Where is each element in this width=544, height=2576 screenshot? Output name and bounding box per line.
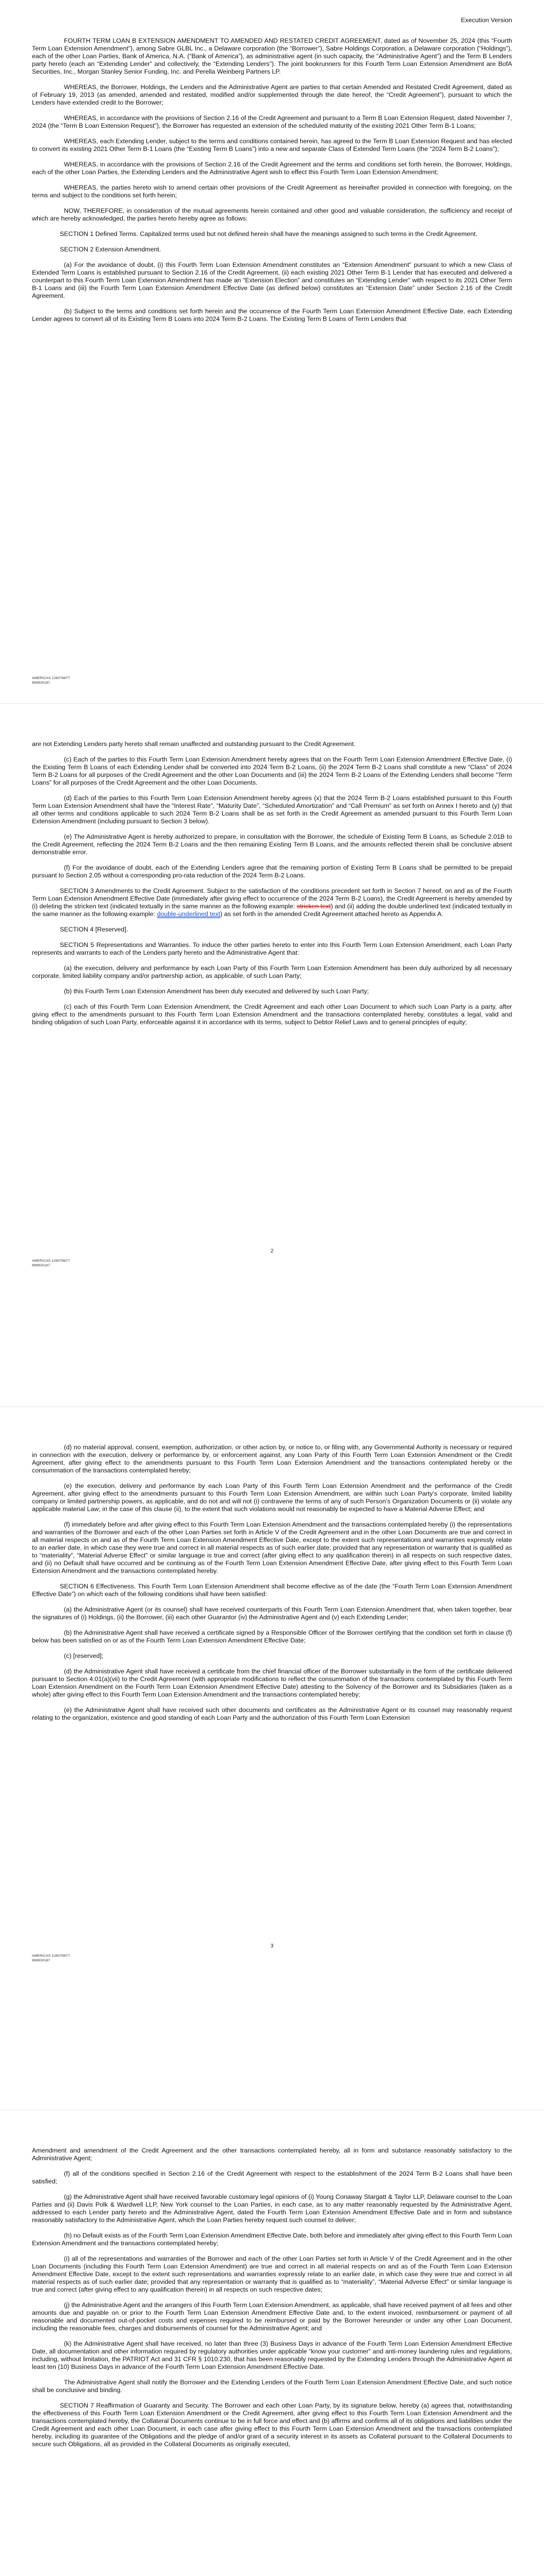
agent-notice-paragraph: The Administrative Agent shall notify the Borrower and the Extending Lenders of the Fourth Term Loan Extension Amendment Effective Date, and such notice shall be conclusive and binding. <box>32 2379 512 2394</box>
section-6-e-continued: Amendment and amendment of the Credit Agreement and the other transactions contemplated hereby, all in form and substance reasonably satisfactory to the Administrative Agent; <box>32 2147 512 2162</box>
section-3-text-2: ) and (ii) adding the double underlined text (indicated textually in the same manner as the following example: <box>32 903 512 918</box>
page-1 <box>0 0 544 703</box>
page-2 <box>0 703 544 1406</box>
page-number: 3 <box>270 1943 274 1949</box>
execution-version-label: Execution Version <box>460 16 512 24</box>
section-3-text-3: ) as set forth in the amended Credit Agreement attached hereto as Appendix A. <box>220 910 443 918</box>
stricken-text-example: stricken text <box>296 903 331 910</box>
page-4 <box>0 2110 544 2576</box>
section-7-reaffirmation: SECTION 7 Reaffirmation of Guaranty and Security. The Borrower and each other Loan Party, by its signature below, hereby (a) agrees that, notwithstanding the effectiveness of this Fourth Term Loan Extension Amendment or the Credit Agreement, after giving effect to this Fourth Term Loan Extension Amendment and the transactions contemplated hereby, the Collateral Documents continue to be in full force and effect and (b) affirms and confirms all of its obligations and liabilities under the Credit Agreement and each other Loan Document, in each case after giving effect to this Fourth Term Loan Extension Amendment and the transactions contemplated hereby, including its guarantee of the Obligations and the pledge of and/or grant of a security interest in its assets as Collateral pursuant to the Collateral Documents to secure such Obligations, all as provided in the Collateral Documents as originally executed, <box>32 2402 512 2448</box>
section-5-b: (b) this Fourth Term Loan Extension Amendment has been duly executed and delivered by such Loan Party; <box>64 988 369 995</box>
page-1-body <box>32 37 512 331</box>
section-2-c: (c) Each of the parties to this Fourth Term Loan Extension Amendment hereby agrees that on the Fourth Term Loan Extension Amendment Effective Date, (i) the Existing Term B Loans of each Extending Lender shall be converted into 2024 Term B-2 Loans, (ii) the 2024 Term B-2 Loans shall constitute a new “Class” of 2024 Term B-2 Loans for all purposes of the Credit Agreement and the other Loan Documents and (iii) the 2024 Term B-2 Loans of the Extending Lenders shall become “Term Loans” for all purposes of the Credit Agreement and the other Loan Documents. <box>32 756 512 786</box>
section-2-b: (b) Subject to the terms and conditions set forth herein and the occurrence of the Fourth Term Loan Extension Amendment Effective Date, each Extending Lender agrees to convert all of its Existing Term B Loans into 2024 Term B-2 Loans. The Existing Term B Loans of Term Lenders that <box>32 308 512 323</box>
footer-matter-id: 999930187 <box>32 1959 51 1962</box>
page-3-body <box>32 1444 512 1730</box>
section-2-b-continued: are not Extending Lenders party hereto shall remain unaffected and outstanding pursuant to the Credit Agreement. <box>32 740 356 748</box>
section-2-heading: SECTION 2 Extension Amendment. <box>60 246 161 253</box>
section-6-effectiveness: SECTION 6 Effectiveness. This Fourth Term Loan Extension Amendment shall become effective as of the date (the “Fourth Term Loan Extension Amendment Effective Date”) on which each of the following conditions shall have been satisfied: <box>32 1583 512 1598</box>
whereas-5: WHEREAS, the parties hereto wish to amend certain other provisions of the Credit Agreement as hereinafter provided in connection with foregoing, on the terms and subject to the conditions set forth herein; <box>32 184 512 199</box>
footer-doc-id: AMERICAS 126078677 <box>32 1259 70 1263</box>
double-underlined-text-example: double-underlined text <box>157 910 221 918</box>
section-5-d: (d) no material approval, consent, exemption, authorization, or other action by, or notice to, or filing with, any Governmental Authority is necessary or required in connection with the execution, delivery or performance by, or enforcement against, any Loan Party of this Fourth Term Loan Extension Amendment or the Credit Agreement, after giving effect to the amendments pursuant to this Fourth Term Loan Extension Amendment and the transactions contemplated hereby or the consummation of the transactions contemplated hereby; <box>32 1444 512 1474</box>
agreement-title-paragraph: FOURTH TERM LOAN B EXTENSION AMENDMENT TO AMENDED AND RESTATED CREDIT AGREEMENT, dated as of November 25, 2024 (this “Fourth Term Loan Extension Amendment”), among Sabre GLBL Inc., a Delaware corporation (the “Borrower”), Sabre Holdings Corporation, a Delaware corporation (“Holdings”), each of the other Loan Parties, Bank of America, N.A. (“Bank of America”), as administrative agent (in such capacity, the “Administrative Agent”) and the Term B Lenders party hereto (each an “Extending Lender” and collectively, the “Extending Lenders”). The joint bookrunners for this Fourth Term Loan Extension Amendment are BofA Securities, Inc., Morgan Stanley Senior Funding, Inc. and Perella Weinberg Partners LP. <box>32 37 512 75</box>
section-6-d: (d) the Administrative Agent shall have received a certificate from the chief financial officer of the Borrower substantially in the form of the certificate delivered pursuant to Section 4.01(a)(vii) to the Credit Agreement (with appropriate modifications to reflect the consummation of the transactions contemplated by this Fourth Term Loan Extension Amendment on the Fourth Term Loan Extension Amendment Effective Date) attesting to the Solvency of the Borrower and its Subsidiaries (taken as a whole) after giving effect to this Fourth Term Loan Extension Amendment and the transactions contemplated hereby; <box>32 1668 512 1698</box>
section-6-j: (j) the Administrative Agent and the arrangers of this Fourth Term Loan Extension Amendment, as applicable, shall have received payment of all fees and other amounts due and payable on or prior to the Fourth Term Loan Extension Amendment Effective Date and, to the extent invoiced, reimbursement or payment of all reasonable and documented out-of-pocket costs and expenses required to be reimbursed or paid by the Borrower hereunder or under any other Loan Document, including the reasonable fees, charges and disbursements of counsel for the Administrative Agent; and <box>32 2301 512 2332</box>
whereas-4: WHEREAS, in accordance with the provisions of Section 2.16 of the Credit Agreement and the terms and conditions set forth herein, the Borrower, Holdings, each of the other Loan Parties, the Extending Lenders and the Administrative Agent wish to effect this Fourth Term Loan Extension Amendment; <box>32 161 512 176</box>
whereas-1: WHEREAS, the Borrower, Holdings, the Lenders and the Administrative Agent are parties to that certain Amended and Restated Credit Agreement, dated as of February 19, 2013 (as amended, amended and restated, modified and/or supplemented through the date hereof, the “Credit Agreement”), pursuant to which the Lenders have extended credit to the Borrower; <box>32 83 512 106</box>
section-6-i: (i) all of the representations and warranties of the Borrower and each of the other Loan Parties set forth in Article V of the Credit Agreement and in the other Loan Documents (including this Fourth Term Loan Extension Amendment) are true and correct in all material respects on and as of the Fourth Term Loan Extension Amendment Effective Date, except to the extent such representations and warranties expressly relate to an earlier date, in which case they were true and correct in all material respects as of such earlier date; provided that any representation or warranty that is qualified as to “materiality”, “Material Adverse Effect” or similar language is true and correct (after giving effect to any qualification therein) in all respects on such respective dates; <box>32 2255 512 2293</box>
page-1-footer <box>32 676 70 685</box>
section-5-c: (c) each of this Fourth Term Loan Extension Amendment, the Credit Agreement and each other Loan Document to which such Loan Party is a party, after giving effect to the amendments pursuant to this Fourth Term Loan Extension Amendment and the transactions contemplated hereby, constitutes a legal, valid and binding obligation of such Loan Party, enforceable against it in accordance with its terms, subject to Debtor Relief Laws and to general principles of equity; <box>32 1003 512 1026</box>
section-4-reserved: SECTION 4 [Reserved]. <box>60 926 128 933</box>
whereas-2: WHEREAS, in accordance with the provisions of Section 2.16 of the Credit Agreement and pursuant to a Term B Loan Extension Request, dated November 7, 2024 (the “Term B Loan Extension Request”), the Borrower has requested an extension of the scheduled maturity of the existing 2021 Other Term B-1 Loans; <box>32 114 512 129</box>
section-5-f: (f) immediately before and after giving effect to this Fourth Term Loan Extension Amendment and the transactions contemplated hereby (i) the representations and warranties of the Borrower and each of the other Loan Parties set forth in Article V of the Credit Agreement and in the other Loan Documents are true and correct in all material respects on and as of the Fourth Term Loan Extension Amendment Effective Date, except to the extent such representations and warranties expressly relate to an earlier date, in which case they were true and correct in all material respects as of such earlier date; provided that any representation or warranty that is qualified as to “materiality”, “Material Adverse Effect” or similar language is true and correct (after giving effect to any qualification therein) in all respects on such respective dates, and (ii) no Default shall have occurred and be continuing as of the Fourth Term Loan Extension Amendment Effective Date, after giving effect to this Fourth Term Loan Extension Amendment and the transactions contemplated hereby. <box>32 1521 512 1574</box>
section-6-e: (e) the Administrative Agent shall have received such other documents and certificates as the Administrative Agent or its counsel may reasonably request relating to the organization, existence and good standing of each Loan Party and the authorization of this Fourth Term Loan Extension <box>32 1706 512 1721</box>
footer-matter-id: 999930187 <box>32 1264 51 1267</box>
section-6-c: (c) [reserved]; <box>64 1652 104 1659</box>
section-2-d: (d) Each of the parties to this Fourth Term Loan Extension Amendment hereby agrees (x) that the 2024 Term B-2 Loans established pursuant to this Fourth Term Loan Extension Amendment shall have the “Interest Rate”, “Maturity Date”, “Scheduled Amortization” and “Call Premium” as set forth on Annex I hereto and (y) that all other terms and conditions applicable to such 2024 Term B-2 Loans shall be as set forth in the Credit Agreement as amended pursuant to this Fourth Term Loan Extension Amendment (including pursuant to Section 3 below). <box>32 794 512 825</box>
section-5-e: (e) the execution, delivery and performance by each Loan Party of this Fourth Term Loan Extension Amendment and the performance of the Credit Agreement, after giving effect to the amendments pursuant to this Fourth Term Loan Extension Amendment, are within such Loan Party’s corporate, limited liability company or limited partnership powers, as applicable, and do not and will not (i) contravene the terms of any of such Person’s Organization Documents or (ii) violate any applicable material Law; in the case of this clause (ii), to the extent that such violations would not reasonably be expected to have a Material Adverse Effect; and <box>32 1482 512 1513</box>
section-6-b: (b) the Administrative Agent shall have received a certificate signed by a Responsible Officer of the Borrower certifying that the condition set forth in clause (f) below has been satisfied on or as of the Fourth Term Loan Extension Amendment Effective Date; <box>32 1629 512 1644</box>
footer-doc-id: AMERICAS 126078677 <box>32 676 70 680</box>
now-therefore: NOW, THEREFORE, in consideration of the mutual agreements herein contained and other good and valuable consideration, the sufficiency and receipt of which are hereby acknowledged, the parties hereto hereby agree as follows: <box>32 207 512 222</box>
page-4-body <box>32 2147 512 2456</box>
whereas-3: WHEREAS, each Extending Lender, subject to the terms and conditions contained herein, has agreed to the Term B Loan Extension Request and has elected to convert its existing 2021 Other Term B-1 Loans (the “Existing Term B Loans”) into a new and separate Class of Extended Term Loans (the “2024 Term B-2 Loans”); <box>32 138 512 152</box>
section-5-a: (a) the execution, delivery and performance by each Loan Party of this Fourth Term Loan Extension Amendment has been duly authorized by all necessary corporate, limited liability company and/or partnership action, as applicable, of such Loan Party; <box>32 964 512 979</box>
section-1-defined-terms: SECTION 1 Defined Terms. Capitalized terms used but not defined herein shall have the meanings assigned to such terms in the Credit Agreement. <box>60 230 477 238</box>
footer-matter-id: 999930187 <box>32 681 51 685</box>
section-3-text-1: SECTION 3 Amendments to the Credit Agreement. Subject to the satisfaction of the conditions precedent set forth in Section 7 hereof, on and as of the Fourth Term Loan Extension Amendment Effective Date (immediately after giving effect to occurrence of the 2024 Term B-2 Loans), the Credit Agreement is hereby amended by (i) deleting the stricken text (indicated textually in the same manner as the following example: <box>32 887 512 910</box>
section-6-f: (f) all of the conditions specified in Section 2.16 of the Credit Agreement with respect to the establishment of the 2024 Term B-2 Loans shall have been satisfied; <box>32 2170 512 2185</box>
page-3-footer <box>32 1954 70 1963</box>
section-2-f: (f) For the avoidance of doubt, each of the Extending Lenders agree that the remaining portion of Existing Term B Loans shall be permitted to be prepaid pursuant to Section 2.05 without a corresponding pro-rata reduction of the 2024 Term B-2 Loans. <box>32 864 512 879</box>
page-3 <box>0 1406 544 2110</box>
footer-doc-id: AMERICAS 126078677 <box>32 1954 70 1958</box>
section-2-a: (a) For the avoidance of doubt, (i) this Fourth Term Loan Extension Amendment constitutes an “Extension Amendment” pursuant to which a new Class of Extended Term Loans is established pursuant to Section 2.16 of the Credit Agreement, (ii) each existing 2021 Other Term B-1 Lender that has executed and delivered a counterpart to this Fourth Term Loan Extension Amendment has made an “Extension Election” and constitutes an “Extending Lender” with respect to its 2021 Other Term B-1 Loans and (iii) the Fourth Term Loan Extension Amendment Effective Date (as defined below) constitutes an “Extension Date” under Section 2.16 of the Credit Agreement. <box>32 261 512 299</box>
section-5-representations: SECTION 5 Representations and Warranties. To induce the other parties hereto to enter into this Fourth Term Loan Extension Amendment, each Loan Party represents and warrants to each of the Lenders party hereto and the Administrative Agent that: <box>32 941 512 956</box>
section-6-g: (g) the Administrative Agent shall have received favorable customary legal opinions of (i) Young Conaway Stargatt & Taylor LLP, Delaware counsel to the Loan Parties and (ii) Davis Polk & Wardwell LLP, New York counsel to the Loan Parties, in each case, as to any matter reasonably requested by the Administrative Agent, addressed to each Lender party hereto and the Administrative Agent, dated the Fourth Term Loan Extension Amendment Effective Date and in form and substance reasonably satisfactory to the Administrative Agent, which the Loan Parties hereby request such counsel to deliver; <box>32 2193 512 2224</box>
section-3-amendments <box>32 887 512 918</box>
section-6-k: (k) the Administrative Agent shall have received, no later than three (3) Business Days in advance of the Fourth Term Loan Extension Amendment Effective Date, all documentation and other information required by regulatory authorities under applicable “know your customer” and anti-money laundering rules and regulations, including, without limitation, the PATRIOT Act and 31 CFR § 1010.230, that has been reasonably requested by the Extending Lenders through the Administrative Agent at least ten (10) Business Days in advance of the Fourth Term Loan Extension Amendment Effective Date. <box>32 2340 512 2370</box>
section-2-e: (e) The Administrative Agent is hereby authorized to prepare, in consultation with the Borrower, the schedule of Existing Term B Loans, as Schedule 2.01B to the Credit Agreement, reflecting the 2024 Term B-2 Loans and the then remaining Existing Term B Loans, and the amounts reflected therein shall be conclusive absent demonstrable error. <box>32 833 512 856</box>
section-6-h: (h) no Default exists as of the Fourth Term Loan Extension Amendment Effective Date, both before and immediately after giving effect to this Fourth Term Loan Extension Amendment and the transactions contemplated hereby; <box>32 2232 512 2247</box>
section-6-a: (a) the Administrative Agent (or its counsel) shall have received counterparts of this Fourth Term Loan Extension Amendment that, when taken together, bear the signatures of (i) Holdings, (ii) the Borrower, (iii) each other Guarantor (iv) the Administrative Agent and (v) each Extending Lender; <box>32 1606 512 1621</box>
page-2-footer <box>32 1259 70 1268</box>
page-number: 2 <box>270 1248 274 1254</box>
page-2-body <box>32 740 512 1034</box>
